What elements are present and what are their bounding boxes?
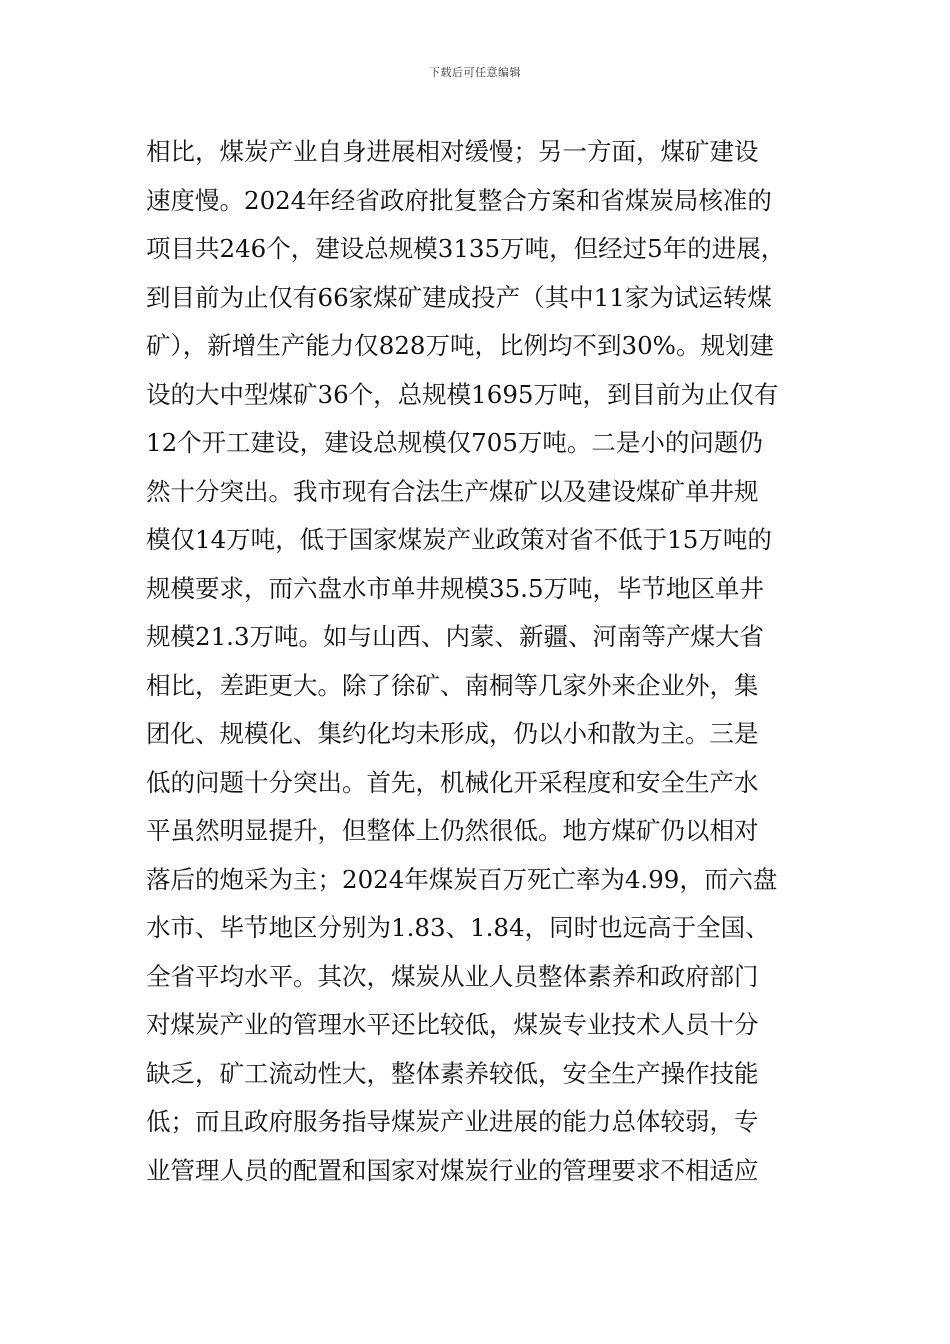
text-line: 然十分突出。我市现有合法生产煤矿以及建设煤矿单井规 [146,476,759,506]
text-line: 业管理人员的配置和国家对煤炭行业的管理要求不相适应 [146,1155,759,1185]
text-line: 对煤炭产业的管理水平还比较低，煤炭专业技术人员十分 [146,1010,759,1039]
text-line: 低；而且政府服务指导煤炭产业进展的能力总体较弱，专 [146,1107,759,1136]
text-line: 设的大中型煤矿36个，总规模1695万吨，到目前为止仅有 [146,379,779,409]
text-line: 全省平均水平。其次，煤炭从业人员整体素养和政府部门 [146,961,759,991]
text-line: 相比，煤炭产业自身进展相对缓慢；另一方面，煤矿建设 [146,137,759,166]
text-line: 矿），新增生产能力仅828万吨，比例均不到30%。规划建 [146,331,774,360]
text-line: 相比，差距更大。除了徐矿、南桐等几家外来企业外，集 [146,670,759,700]
text-line: 水市、毕节地区分别为1.83、1.84，同时也远高于全国、 [146,913,770,942]
text-line: 平虽然明显提升，但整体上仍然很低。地方煤矿仍以相对 [146,816,759,845]
text-line: 12个开工建设，建设总规模仅705万吨。二是小的问题仍 [146,428,763,457]
text-line: 规模21.3万吨。如与山西、内蒙、新疆、河南等产煤大省 [146,622,765,651]
text-line: 低的问题十分突出。首先，机械化开采程度和安全生产水 [146,767,759,797]
text-line: 落后的炮采为主；2024年煤炭百万死亡率为4.99，而六盘 [146,864,778,894]
text-line: 模仅14万吨，低于国家煤炭产业政策对省不低于15万吨的 [146,525,772,554]
text-line: 团化、规模化、集约化均未形成，仍以小和散为主。三是 [146,719,759,748]
text-line: 到目前为止仅有66家煤矿建成投产（其中11家为试运转煤 [146,282,772,312]
body-paragraph [146,128,826,1195]
text-line: 缺乏，矿工流动性大，整体素养较低，安全生产操作技能 [146,1058,759,1088]
text-line: 规模要求，而六盘水市单井规模35.5万吨，毕节地区单井 [146,573,765,603]
page-header: 下载后可任意编辑 [429,66,521,79]
text-line: 项目共246个，建设总规模3135万吨，但经过5年的进展， [146,234,786,263]
text-line: 速度慢。2024年经省政府批复整合方案和省煤炭局核准的 [146,185,772,215]
